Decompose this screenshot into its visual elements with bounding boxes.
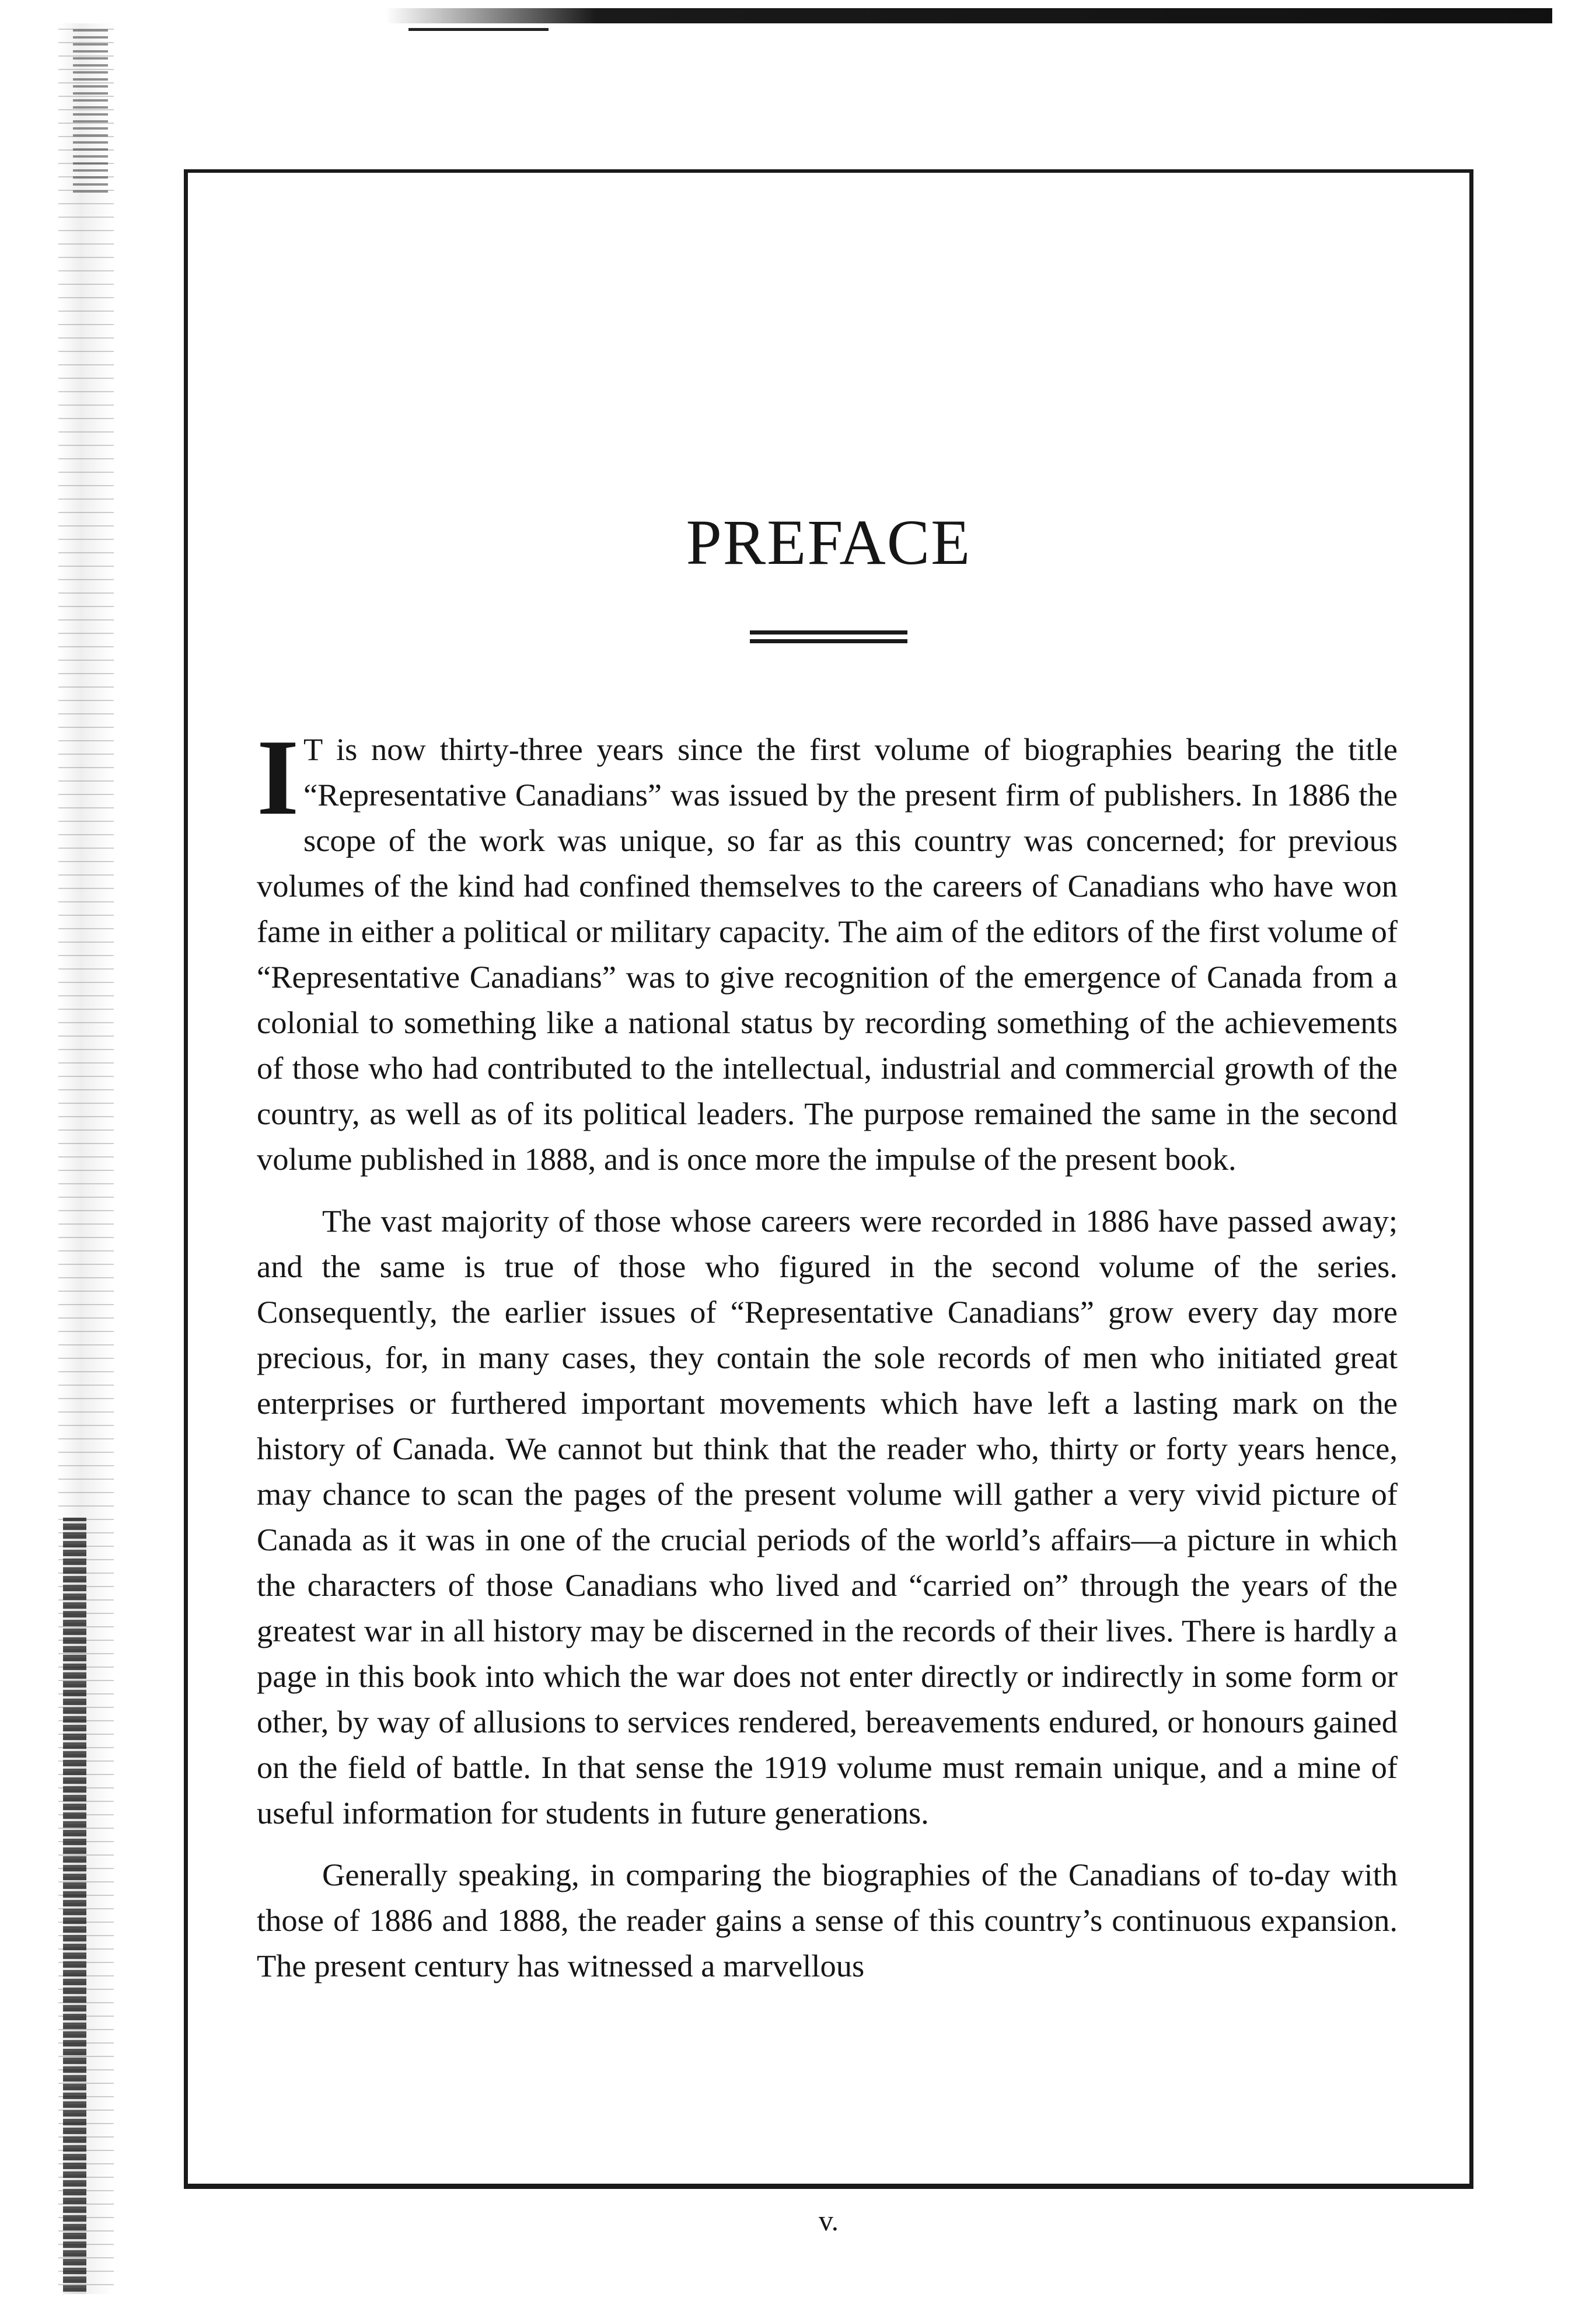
page-title: PREFACE	[686, 506, 972, 578]
title-double-rule	[750, 630, 907, 643]
paragraph-1-text: T is now thirty-three years since the first volume of biographies bearing the title “Representative Canadians” was issued by the present firm of publishers. In 1886 the scope of the work was unique, so far as this country was concerned; for previous volumes of the kind had confined themselves to the careers of Canadians who have won fame in either a political or military capacity. The aim of the editors of the first volume of “Representative Canadians” was to give recognition of the emergence of Canada from a colonial to something like a national status by recording something of the achievements of those who had contributed to the intellectual, industrial and commercial growth of the country, as well as of its political leaders. The purpose remained the same in the second volume published in 1888, and is once more the impulse of the present book.	[257, 731, 1398, 1177]
binding-speckle-bottom	[63, 1518, 86, 2294]
scan-top-edge	[385, 8, 1552, 23]
paragraph-1	[257, 717, 1398, 1182]
paragraph-2: The vast majority of those whose careers were recorded in 1886 have passed away; and the same is true of those who figured in the second volume of the series. Consequently, the earlier issues of “Representative Canadians” grow every day more precious, for, in many cases, they contain the sole records of men who initiated great enterprises or furthered important movements which have left a lasting mark on the history of Canada. We cannot but think that the reader who, thirty or forty years hence, may chance to scan the pages of the present volume will gather a very vivid picture of Canada as it was in one of the crucial periods of the world’s affairs—a picture in which the characters of those Canadians who lived and “carried on” through the years of the greatest war in all history may be discerned in the records of their lives. There is hardly a page in this book into which the war does not enter directly or indirectly in some form or other, by way of allusions to services rendered, bereavements endured, or honours gained on the field of battle. In that sense the 1919 volume must remain unique, and a mine of useful information for students in future generations.	[257, 1203, 1398, 1831]
body-text	[257, 717, 1398, 1989]
paragraph-3: Generally speaking, in comparing the biographies of the Canadians of to-day with those of 1886 and 1888, the reader gains a sense of this country’s continuous expansion. The present century has witnessed a marvellous	[257, 1857, 1398, 1983]
drop-cap: I	[257, 717, 299, 838]
binding-speckle-top	[73, 29, 108, 193]
scan-top-edge-mark	[408, 28, 549, 31]
page-number: v.	[818, 2204, 839, 2237]
